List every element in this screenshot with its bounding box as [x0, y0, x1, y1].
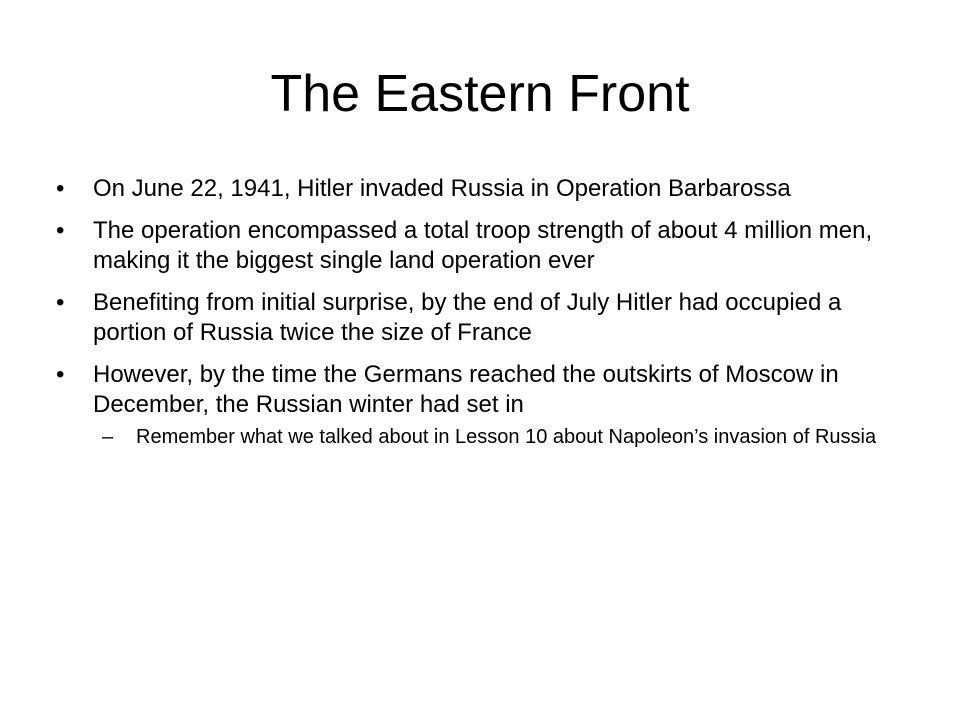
bullet-text: However, by the time the Germans reached the outskirts of Moscow in December, the Russian winter had set in — [93, 361, 839, 418]
bullet-marker: • — [56, 289, 65, 316]
bullet-marker: • — [56, 175, 65, 202]
bullet-marker: • — [56, 361, 65, 388]
bullet-item — [56, 174, 916, 204]
bullet-text: Benefiting from initial surprise, by the end of July Hitler had occupied a portion of Russia twice the size of France — [93, 289, 842, 346]
bullet-marker: • — [56, 217, 65, 244]
sub-bullet-text: Remember what we talked about in Lesson 10 about Napoleon’s invasion of Russia — [136, 426, 877, 448]
bullet-text: The operation encompassed a total troop strength of about 4 million men, making it the biggest single land operation ever — [93, 217, 873, 274]
bullet-item — [56, 216, 916, 276]
bullet-list — [56, 174, 916, 449]
sub-bullet-item — [56, 425, 916, 449]
bullet-text: On June 22, 1941, Hitler invaded Russia in Operation Barbarossa — [93, 175, 791, 202]
bullet-item — [56, 360, 916, 420]
slide-title: The Eastern Front — [270, 65, 690, 123]
bullet-item — [56, 288, 916, 348]
sub-bullet-marker: – — [102, 426, 114, 448]
